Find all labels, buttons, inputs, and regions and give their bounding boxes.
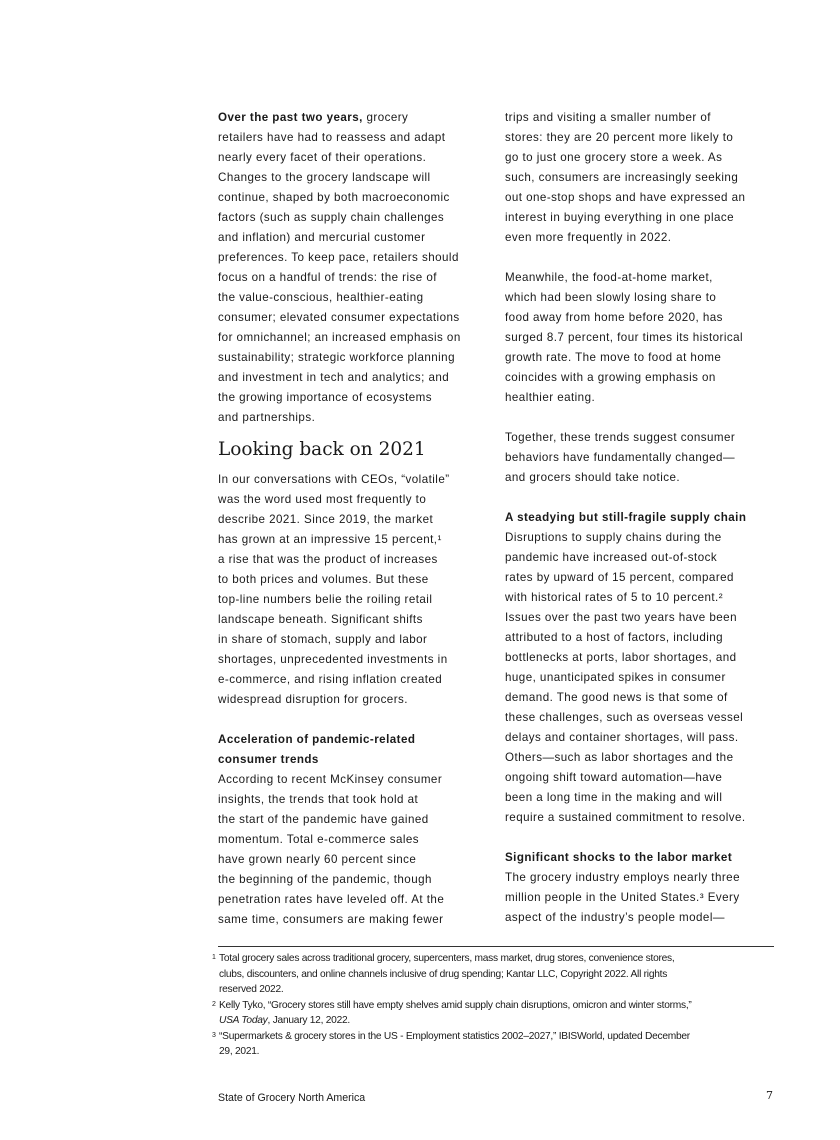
footnote-marker: 2 [212,1000,216,1008]
right-p1-line: interest in buying everything in one place [505,211,735,224]
section-heading: Looking back on 2021 [218,439,426,460]
right-p2-line: growth rate. The move to food at home [505,351,722,364]
section-line: a rise that was the product of increases [218,553,438,566]
sub2-line: Issues over the past two years have been [505,611,737,624]
right-paragraph-1 [505,108,780,248]
intro-line: preferences. To keep pace, retailers should [218,251,459,264]
paragraph-gap [505,248,780,268]
right-paragraph-3 [505,428,780,488]
footnote-line: 29, 2021. [219,1046,260,1057]
section-line: landscape beneath. Significant shifts [218,613,423,626]
intro-line: for omnichannel; an increased emphasis on [218,331,461,344]
right-p3-line: behaviors have fundamentally changed— [505,451,735,464]
right-p1-line: trips and visiting a smaller number of [505,111,711,124]
paragraph-gap [505,488,780,508]
right-p2-line: Meanwhile, the food-at-home market, [505,271,713,284]
intro-line: grocery [362,111,409,124]
intro-line: focus on a handful of trends: the rise of [218,271,437,284]
section-line: has grown at an impressive 15 percent,¹ [218,533,442,546]
section-paragraph [218,470,493,710]
subheading-pandemic-trends-cont: consumer trends [218,753,319,766]
footnote-date: , January 12, 2022. [267,1015,351,1026]
section-line: in share of stomach, supply and labor [218,633,428,646]
right-p3-line: Together, these trends suggest consumer [505,431,736,444]
intro-line: factors (such as supply chain challenges [218,211,445,224]
footnote-1 [212,951,774,998]
section-line: In our conversations with CEOs, “volatile” [218,473,450,486]
sub1-line: same time, consumers are making fewer [218,913,444,926]
footnote-3 [212,1029,774,1060]
sub2-line: attributed to a host of factors, including [505,631,724,644]
footnote-divider [218,946,774,947]
sub2-line: ongoing shift toward automation—have [505,771,723,784]
intro-line: consumer; elevated consumer expectations [218,311,460,324]
right-p1-line: stores: they are 20 percent more likely to [505,131,734,144]
right-p1-line: go to just one grocery store a week. As [505,151,723,164]
sub1-line: have grown nearly 60 percent since [218,853,417,866]
sub2-line: rates by upward of 15 percent, compared [505,571,734,584]
right-p1-line: such, consumers are increasingly seeking [505,171,739,184]
sub1-line: the start of the pandemic have gained [218,813,429,826]
footnote-line: “Supermarkets & grocery stores in the US - Employment statistics 2002–2027,” IBISWorld, updated December [219,1030,690,1042]
right-p1-line: even more frequently in 2022. [505,231,672,244]
publication-name: USA Today [219,1015,268,1026]
footnote-line: Kelly Tyko, “Grocery stores still have empty shelves amid supply chain disruptions, omicron and winter storms,” [219,999,692,1011]
footnotes [212,951,774,1060]
paragraph-gap [218,710,493,730]
footnote-line: reserved 2022. [219,984,284,995]
sub2-line: Others—such as labor shortages and the [505,751,734,764]
intro-line: retailers have had to reassess and adapt [218,131,446,144]
intro-line: the value-conscious, healthier-eating [218,291,424,304]
subsection-supply-chain [505,508,780,828]
subheading-labor-market: Significant shocks to the labor market [505,851,733,864]
sub2-line: these challenges, such as overseas vessel [505,711,744,724]
paragraph-gap [505,828,780,848]
subsection-labor-market [505,848,780,928]
section-line: shortages, unprecedented investments in [218,653,448,666]
sub3-line: million people in the United States.³ Every [505,891,740,904]
section-line: top-line numbers belie the roiling retail [218,593,433,606]
right-p3-line: and grocers should take notice. [505,471,681,484]
intro-paragraph [218,108,493,428]
right-p2-line: surged 8.7 percent, four times its historical [505,331,744,344]
sub1-line: According to recent McKinsey consumer [218,773,443,786]
right-column [505,108,780,928]
intro-line: the growing importance of ecosystems [218,391,433,404]
subsection-pandemic-trends [218,730,493,930]
right-p2-line: healthier eating. [505,391,596,404]
subheading-supply-chain: A steadying but still-fragile supply chain [505,511,747,524]
footnote-line [219,1013,774,1029]
right-p1-line: out one-stop shops and have expressed an [505,191,746,204]
intro-line: and investment in tech and analytics; and [218,371,450,384]
section-line: to both prices and volumes. But these [218,573,429,586]
subheading-pandemic-trends: Acceleration of pandemic-related [218,733,416,746]
section-line: describe 2021. Since 2019, the market [218,513,434,526]
section-line: e-commerce, and rising inflation created [218,673,443,686]
left-column [218,108,493,930]
sub1-line: insights, the trends that took hold at [218,793,419,806]
sub3-line: aspect of the industry’s people model— [505,911,725,924]
sub2-line: bottlenecks at ports, labor shortages, and [505,651,737,664]
sub2-line: delays and container shortages, will pass. [505,731,739,744]
section-line: widespread disruption for grocers. [218,693,408,706]
sub2-line: require a sustained commitment to resolve. [505,811,746,824]
intro-line: and partnerships. [218,411,316,424]
right-p2-line: which had been slowly losing share to [505,291,717,304]
sub2-line: pandemic have increased out-of-stock [505,551,718,564]
intro-line: nearly every facet of their operations. [218,151,427,164]
right-p2-line: coincides with a growing emphasis on [505,371,716,384]
intro-first-line [218,108,493,128]
sub2-line: with historical rates of 5 to 10 percent.² [505,591,724,604]
intro-line: continue, shaped by both macroeconomic [218,191,450,204]
footnote-2 [212,998,774,1029]
sub1-line: momentum. Total e-commerce sales [218,833,420,846]
footnote-marker: 1 [212,954,216,961]
footer-report-title: State of Grocery North America [218,1092,366,1104]
section-line: was the word used most frequently to [218,493,427,506]
sub2-line: huge, unanticipated spikes in consumer [505,671,726,684]
footnote-marker: 3 [212,1031,216,1039]
paragraph-gap [505,408,780,428]
intro-line: Changes to the grocery landscape will [218,171,431,184]
sub3-line: The grocery industry employs nearly three [505,871,740,884]
lead-in-bold: Over the past two years, [218,111,363,124]
footnote-line: Total grocery sales across traditional grocery, supercenters, mass market, drug stores, convenience stores, [219,953,675,964]
right-p2-line: food away from home before 2020, has [505,311,723,324]
footnote-line: clubs, discounters, and online channels inclusive of drug spending; Kantar LLC, Copyright 2022. All rights [219,968,668,980]
sub1-line: the beginning of the pandemic, though [218,873,432,886]
page-number: 7 [766,1089,773,1102]
sub2-line: demand. The good news is that some of [505,691,728,704]
intro-line: sustainability; strategic workforce planning [218,351,455,364]
sub1-line: penetration rates have leveled off. At the [218,893,445,906]
sub2-line: been a long time in the making and will [505,791,723,804]
intro-line: and inflation) and mercurial customer [218,231,426,244]
sub2-line: Disruptions to supply chains during the [505,531,722,544]
right-paragraph-2 [505,268,780,408]
